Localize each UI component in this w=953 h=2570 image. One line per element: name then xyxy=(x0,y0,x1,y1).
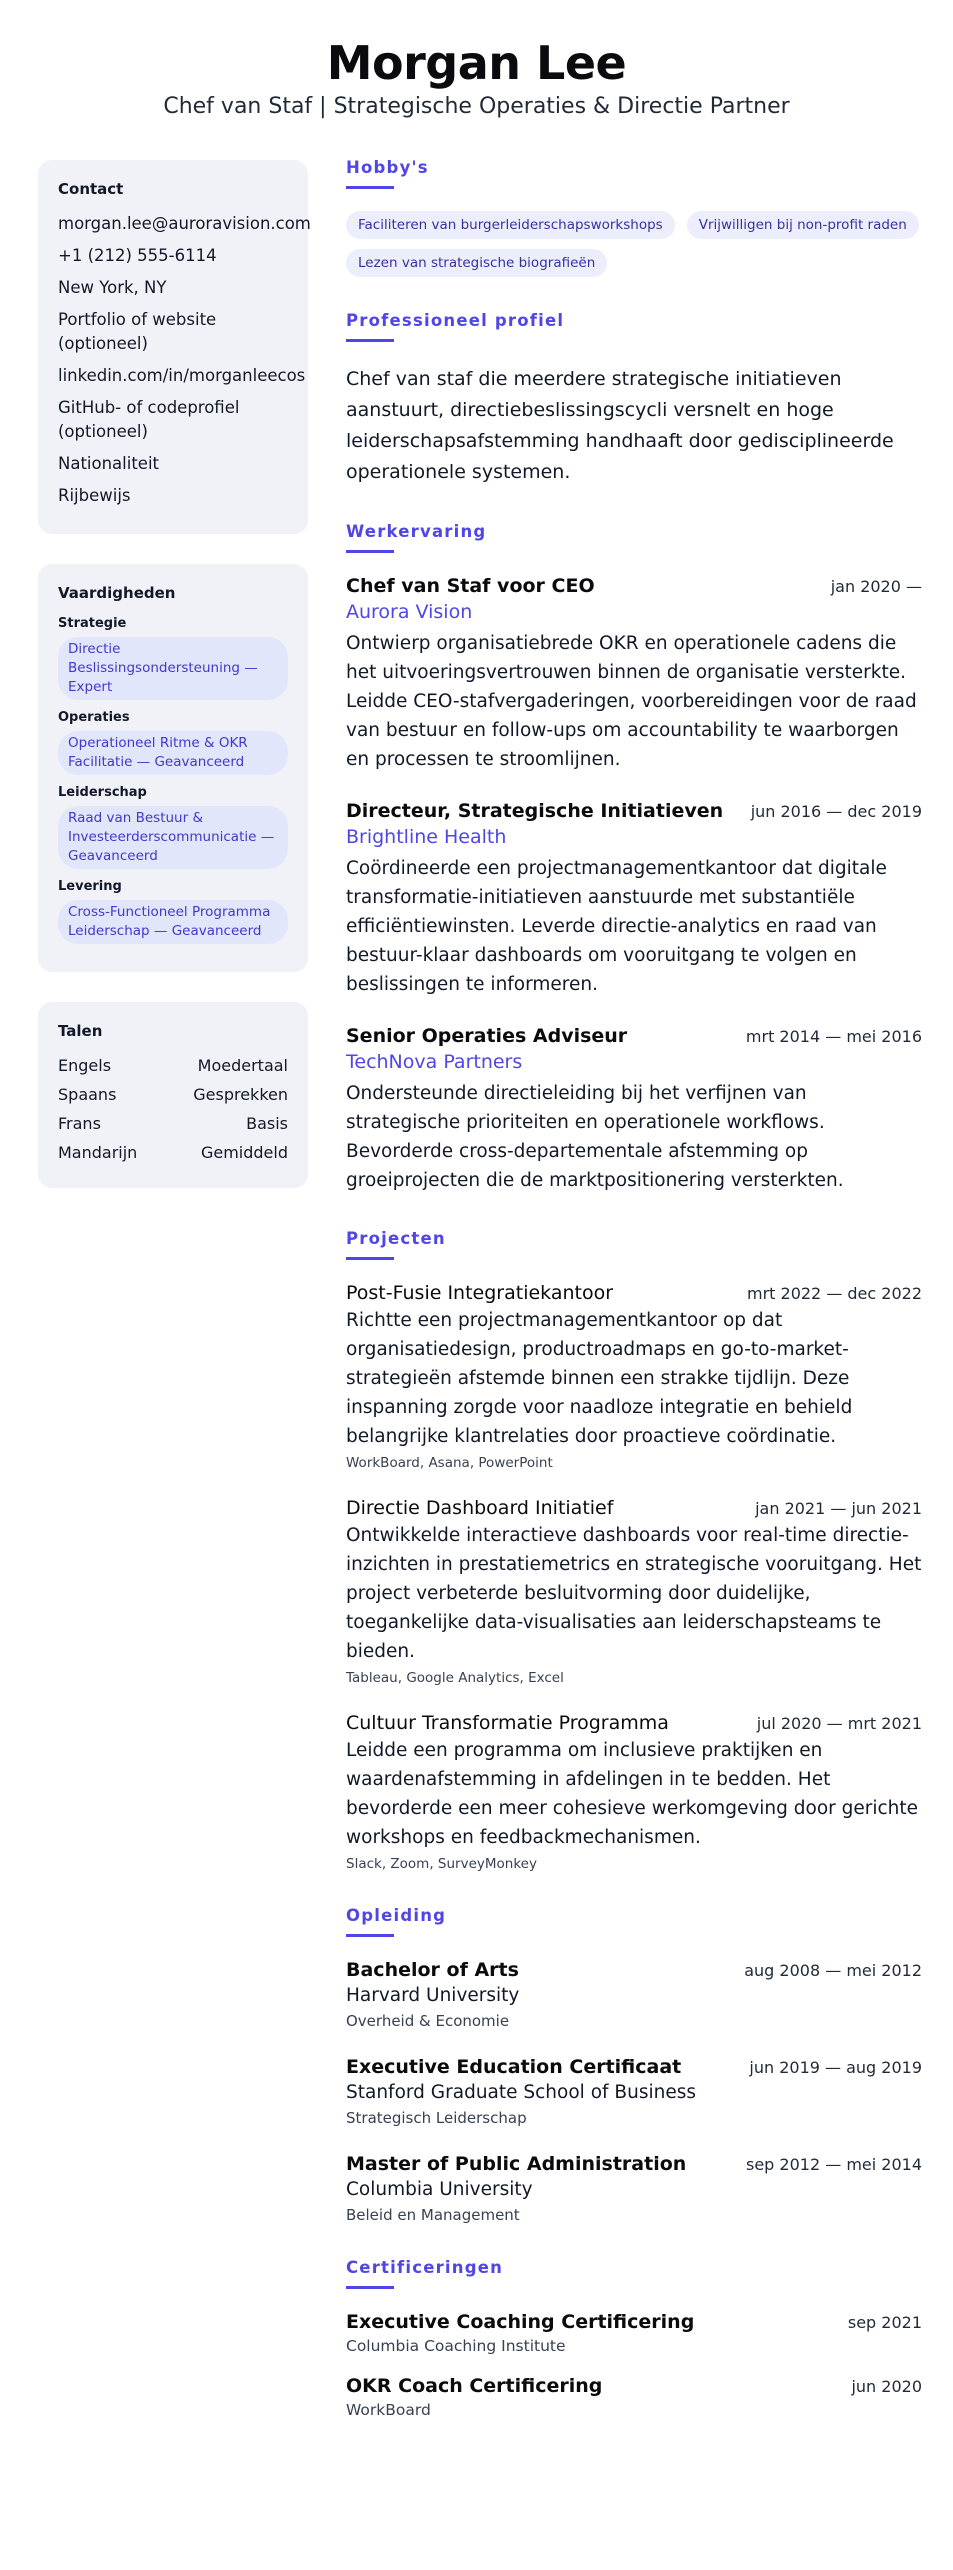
project-description: Leidde een programma om inclusieve praktijken en waardenafstemming in afdelingen in te bedden. Het bevorderde een meer cohesieve werkomgeving door gerichte workshops en feedbackmechanismen. xyxy=(346,1740,919,1848)
degree-name: Master of Public Administration xyxy=(346,2153,687,2175)
degree-name: Bachelor of Arts xyxy=(346,1959,519,1981)
education-entry xyxy=(346,2056,922,2127)
skill-group xyxy=(58,785,288,869)
contact-location: New York, NY xyxy=(58,278,167,297)
candidate-headline: Chef van Staf | Strategische Operaties & Directie Partner xyxy=(163,94,790,119)
section-title: Hobby's xyxy=(346,158,429,177)
skill-category: Operaties xyxy=(58,710,130,725)
skill-group xyxy=(58,616,288,700)
project-description: Ontwikkelde interactieve dashboards voor real-time directie-inzichten in prestatiemetrics en strategische vooruitgang. Het project verbeterde besluitvorming door duidelijke, toegankelijke data-visualisaties aan leiderschapsteams te bieden. xyxy=(346,1525,922,1662)
job-dates: mrt 2014 — mei 2016 xyxy=(745,1027,922,1046)
section-divider xyxy=(346,1257,394,1260)
experience-entry xyxy=(346,575,922,774)
language-name: Frans xyxy=(58,1114,101,1133)
sidebar xyxy=(38,160,311,1218)
company-name: Aurora Vision xyxy=(346,601,473,623)
job-description: Ondersteunde directieleiding bij het verfijnen van strategische prioriteiten en operationele workflows. Bevorderde cross-departementale afstemming op groeiprojecten die de marktpositionering versterkten. xyxy=(346,1083,844,1191)
section-title: Opleiding xyxy=(346,1906,447,1925)
school-name: Stanford Graduate School of Business xyxy=(346,2082,696,2103)
language-row xyxy=(58,1083,288,1107)
section-divider xyxy=(346,550,394,553)
contact-github[interactable]: GitHub- of codeprofiel (optioneel) xyxy=(58,398,240,441)
language-level: Gemiddeld xyxy=(200,1143,288,1162)
language-name: Engels xyxy=(58,1056,112,1075)
section-title: Certificeringen xyxy=(346,2258,504,2277)
skill-group xyxy=(58,710,288,775)
section-title: Projecten xyxy=(346,1229,446,1248)
section-divider xyxy=(346,2286,394,2289)
skill-category: Leiderschap xyxy=(58,785,147,800)
project-entry xyxy=(346,1712,922,1872)
resume-body xyxy=(0,118,953,2570)
profile-summary: Chef van staf die meerdere strategische initiatieven aanstuurt, directiebeslissingscycli versnelt en hoge leiderschapsafstemming handhaaft door gedisciplineerde operationele systemen. xyxy=(346,368,894,483)
project-name: Post-Fusie Integratiekantoor xyxy=(346,1282,614,1304)
skill-chip: Raad van Bestuur & Investeerderscommunicatie — Geavanceerd xyxy=(58,806,288,869)
contact-phone[interactable]: +1 (212) 555-6114 xyxy=(58,246,217,265)
section-divider xyxy=(346,186,394,189)
job-title: Senior Operaties Adviseur xyxy=(346,1025,628,1047)
language-row xyxy=(58,1112,288,1136)
project-name: Cultuur Transformatie Programma xyxy=(346,1712,669,1734)
experience-entry xyxy=(346,1025,922,1195)
degree-name: Executive Education Certificaat xyxy=(346,2056,682,2078)
certification-date: jun 2020 xyxy=(851,2377,922,2396)
language-row xyxy=(58,1141,288,1165)
section-divider xyxy=(346,339,394,342)
job-description: Coördineerde een projectmanagementkantoor dat digitale transformatie-initiatieven aanstuurde met substantiële efficiëntiewinsten. Leverde directie-analytics en raad van bestuur-klaar dashboards om vooruitgang te volgen en beslissingen te informeren. xyxy=(346,858,887,995)
language-level: Basis xyxy=(246,1114,288,1133)
education-dates: aug 2008 — mei 2012 xyxy=(744,1961,922,1980)
skill-category: Strategie xyxy=(58,616,127,631)
resume-header xyxy=(0,0,953,118)
languages-title: Talen xyxy=(58,1022,103,1040)
company-name: Brightline Health xyxy=(346,826,507,848)
skill-chip: Operationeel Ritme & OKR Facilitatie — Geavanceerd xyxy=(58,731,288,775)
contact-drivers-license: Rijbewijs xyxy=(58,486,131,505)
hobby-list xyxy=(346,211,922,277)
education-entry xyxy=(346,1959,922,2030)
profile-section xyxy=(346,311,922,488)
main-content xyxy=(346,158,922,2453)
contact-title: Contact xyxy=(58,180,124,198)
school-name: Harvard University xyxy=(346,1985,520,2006)
candidate-name: Morgan Lee xyxy=(326,36,627,90)
project-dates: jul 2020 — mrt 2021 xyxy=(756,1714,922,1733)
language-level: Gesprekken xyxy=(193,1085,288,1104)
hobby-chip: Lezen van strategische biografieën xyxy=(346,249,607,277)
skill-category: Levering xyxy=(58,879,122,894)
certification-entry xyxy=(346,2311,922,2355)
certification-name: OKR Coach Certificering xyxy=(346,2375,603,2397)
job-title: Directeur, Strategische Initiatieven xyxy=(346,800,724,822)
skills-card xyxy=(38,564,308,972)
school-name: Columbia University xyxy=(346,2179,533,2200)
project-name: Directie Dashboard Initiatief xyxy=(346,1497,614,1519)
company-name: TechNova Partners xyxy=(346,1051,523,1073)
project-dates: jan 2021 — jun 2021 xyxy=(755,1499,922,1518)
certification-date: sep 2021 xyxy=(847,2313,922,2332)
certification-issuer: Columbia Coaching Institute xyxy=(346,2337,566,2355)
skill-chip: Cross-Functioneel Programma Leiderschap — Geavanceerd xyxy=(58,900,288,944)
section-title: Werkervaring xyxy=(346,522,487,541)
certifications-section xyxy=(346,2258,922,2419)
education-entry xyxy=(346,2153,922,2224)
project-dates: mrt 2022 — dec 2022 xyxy=(746,1284,922,1303)
experience-section xyxy=(346,522,922,1195)
field-of-study: Strategisch Leiderschap xyxy=(346,2109,527,2127)
job-title: Chef van Staf voor CEO xyxy=(346,575,595,597)
certification-issuer: WorkBoard xyxy=(346,2401,431,2419)
contact-portfolio[interactable]: Portfolio of website (optioneel) xyxy=(58,310,217,353)
field-of-study: Beleid en Management xyxy=(346,2206,520,2224)
contact-email[interactable]: morgan.lee@auroravision.com xyxy=(58,214,311,233)
language-level: Moedertaal xyxy=(197,1056,288,1075)
hobby-chip: Faciliteren van burgerleiderschapsworkshops xyxy=(346,211,675,239)
skill-chip: Directie Beslissingsondersteuning — Expert xyxy=(58,637,288,700)
education-section xyxy=(346,1906,922,2224)
section-divider xyxy=(346,1934,394,1937)
project-entry xyxy=(346,1497,922,1686)
section-title: Professioneel profiel xyxy=(346,311,565,330)
job-description: Ontwierp organisatiebrede OKR en operationele cadens die het uitvoeringsvertrouwen binnen de organisatie versterkte. Leidde CEO-stafvergaderingen, voorbereidingen voor de raad van bestuur en follow-ups om accountability te waarborgen en processen te stroomlijnen. xyxy=(346,633,917,770)
job-dates: jun 2016 — dec 2019 xyxy=(750,802,922,821)
language-name: Mandarijn xyxy=(58,1143,138,1162)
hobbies-section xyxy=(346,158,922,277)
project-tools: WorkBoard, Asana, PowerPoint xyxy=(346,1455,553,1471)
contact-card xyxy=(38,160,311,534)
certification-name: Executive Coaching Certificering xyxy=(346,2311,695,2333)
certification-entry xyxy=(346,2375,922,2419)
project-tools: Tableau, Google Analytics, Excel xyxy=(346,1670,564,1686)
contact-linkedin[interactable]: linkedin.com/in/morganleecos xyxy=(58,366,306,385)
hobby-chip: Vrijwilligen bij non-profit raden xyxy=(687,211,919,239)
education-dates: jun 2019 — aug 2019 xyxy=(749,2058,922,2077)
field-of-study: Overheid & Economie xyxy=(346,2012,510,2030)
language-name: Spaans xyxy=(58,1085,117,1104)
job-dates: jan 2020 — xyxy=(830,577,922,596)
project-entry xyxy=(346,1282,922,1471)
contact-nationality: Nationaliteit xyxy=(58,454,160,473)
project-tools: Slack, Zoom, SurveyMonkey xyxy=(346,1856,537,1872)
education-dates: sep 2012 — mei 2014 xyxy=(746,2155,922,2174)
languages-card xyxy=(38,1002,308,1188)
skills-title: Vaardigheden xyxy=(58,584,176,602)
language-row xyxy=(58,1054,288,1078)
project-description: Richtte een projectmanagementkantoor op dat organisatiedesign, productroadmaps en go-to-market-strategieën afstemde binnen een strakke tijdlijn. Deze inspanning zorgde voor naadloze integratie en behield belangrijke klantrelaties door proactieve coördinatie. xyxy=(346,1310,853,1447)
projects-section xyxy=(346,1229,922,1872)
skill-group xyxy=(58,879,288,944)
experience-entry xyxy=(346,800,922,999)
